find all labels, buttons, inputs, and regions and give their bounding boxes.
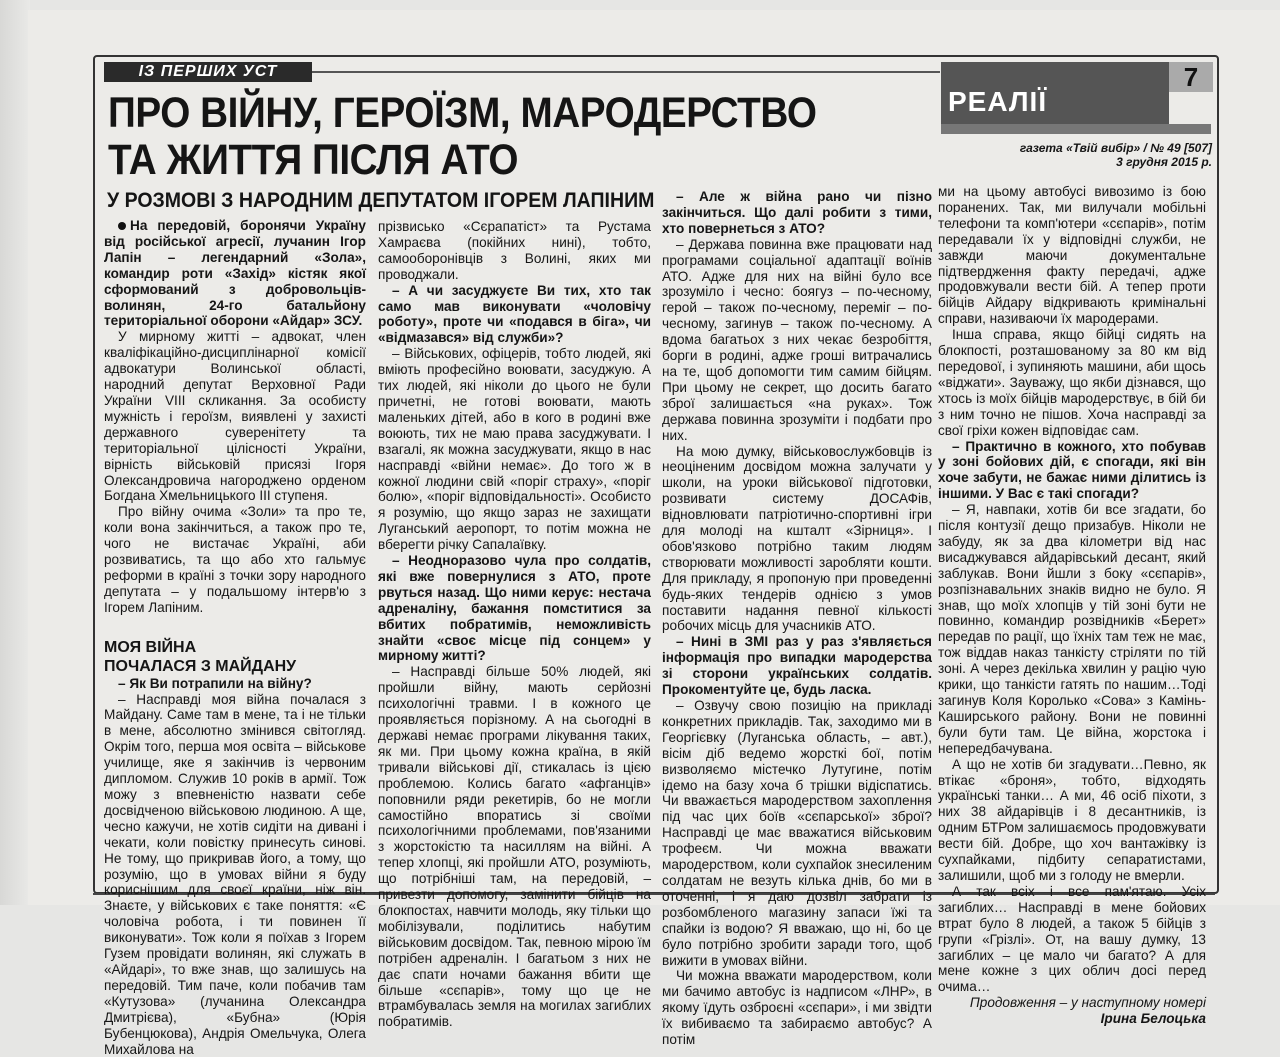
question: – Неодноразово чула про солдатів, які вже повернулися з АТО, проте рвуться назад. Що ними керує: нестача адреналіну, бажання помститися за вбитих побратимів, неможливість знайти «своє місце під сонцем» у мирному житті? (378, 553, 651, 664)
paragraph: На мою думку, військовослужбовців із неоціненим досвідом можна залучати у школи, на уроки військової підготовки, розвивати систему ДОСАФів, відновлювати патріотично-спортивні ігри для молоді на кшталт «Зірниця». І обов'язково потрібно таким людям створювати можливості заробляти кошти. Для прикладу, я пропоную при проведенні будь-яких тендерів однією з умов поставити надання певної кількості робочих місць для учасників АТО. (662, 443, 932, 634)
question: – Але ж війна рано чи пізно закінчиться. Що далі робити з тими, хто повернеться з АТО? (662, 189, 932, 236)
rubric-divider (312, 71, 940, 73)
paragraph: – Військових, офіцерів, тобто людей, які вміють професійно воювати, засуджую. А тих людей, які ніколи до цього не були причетні, не готові воювати, мають маленьких дітей, або в кого в родині вже воюють, тих не маю права засуджувати. І взагалі, як можна засуджувати, якщо в нас насправді «війни немає». До того ж в кожної людини свій «поріг страху», «поріг болю», «поріг відповідальності». Особисто я розумію, що якщо зараз не захищати Луганський аеропорт, то потім можна не вберегти річку Сапалаївку. (378, 346, 651, 553)
column-3 (662, 189, 932, 1048)
question: – Як Ви потрапили на війну? (118, 675, 312, 691)
headline: ПРО ВІЙНУ, ГЕРОЇЗМ, МАРОДЕРСТВО ТА ЖИТТЯ ПІСЛЯ АТО (108, 89, 817, 184)
section-bar (941, 124, 1211, 134)
publication-info (980, 141, 1212, 169)
paragraph: А що не хотів би згадувати…Певно, як втікає «броня», тобто, відходять українські танки… А ми, 46 осіб піхоти, з них 38 айдарівців і 8 десантників, із одним БТРом залишаємось продовжувати вести бій. Добре, що хоч вантажівку із сухпайками, підбиту сепаратистами, залишили, щоб ми з голоду не вмерли. (938, 756, 1206, 883)
paragraph: – Насправді більше 50% людей, які пройшли війну, мають серйозні психологічні травми. І в кожного це проявляється порізному. А на сьогодні в державі немає програми лікування таких, як ми. При цьому кожна країна, в якій тривали військові дії, стикалась із цією проблемою. Колись багато «афганців» поповнили ряди рекетирів, бо не могли самостійно впоратись зі своїми психологічними проблемами, пов'язаними з жорстокістю та насиллям на війні. А тепер хлопці, які пройшли АТО, розуміють, що потрібніші там, на передовій, – привезти допомогу, замінити бійців на блокпостах, навчити молодь, яку тільки що мобілізували, поділитись набутим військовим досвідом. Так, певною мірою їм потрібен адреналін. І багатьом з них не дає спати ночами бажання вбити ще більше «сєпарів», тому що це не втрамбувалась земля на могилах загиблих побратимів. (378, 664, 651, 1030)
author-signature: Ірина Белоцька (1100, 1011, 1206, 1027)
section-heading: МОЯ ВІЙНА (104, 638, 197, 656)
question: – Практично в кожного, хто побував у зоні бойових дій, є спогади, які він хоче забути, не бажає ними ділитись із іншими. У Вас є такі спогади? (938, 438, 1206, 502)
subheadline: У РОЗМОВІ З НАРОДНИМ ДЕПУТАТОМ ІГОРЕМ ЛАПІНИМ (107, 189, 655, 212)
paragraph: Інша справа, якщо бійці сидять на блокпості, розташованому за 80 км від передової, і зупиняють машини, аби щось «віджати». Зауважу, що якби дізнався, що хтось із моїх бійців мародерствує, в бій би з ним точно не пішов. Хоча насправді за свої гріхи кожен відповідає сам. (938, 327, 1206, 438)
paragraph: – Я, навпаки, хотів би все згадати, бо після контузії дещо призабув. Ніколи не забуду, як за два кілометри від нас висаджувався айдарівський десант, який заблукав. Вони йшли з боку «сєпарів», розпізнавальних знаків видно не було. Я знав, що моїх хлопців у тій зоні бути не повинно, командир розвідників «Берет» передав по рації, що їхніх там теж не має, тож віддав наказ танкісту стріляти по тій зоні. А через декілька хвилин у рацію чую крики, що танкісти гатять по нашим…Тоді загинув Коля Королько «Сова» з Камінь-Каширського району. Вони не повинні були бути там. Це війна, жорстока і непередбачувана. (938, 502, 1206, 756)
section-heading: ПОЧАЛАСЯ З МАЙДАНУ (104, 657, 297, 675)
question: – Нині в ЗМІ раз у раз з'являється інформація про випадки мародерства зі сторони українських солдатів. Прокоментуйте це, будь ласка. (662, 634, 932, 698)
paper-issue: газета «Твій вибір» / № 49 [507] (1019, 141, 1212, 155)
paragraph: А так всіх і все пам'ятаю. Усіх загиблих… Насправді в мене бойових втрат було 8 людей, а також 5 бійців з групи «Грізлі». От, на вашу думку, 13 загиблих – це мало чи багато? А для мене кожне з цих облич досі перед очима… (938, 883, 1206, 995)
lead-paragraph: На передовій, боронячи Україну від російської агресії, лучанин Ігор Лапін – легендарний «Зола», командир роти «Захід» кістяк якої сформований з добровольців-волинян, 24-го батальйону територіальної оборони «Айдар» ЗСУ. (104, 218, 366, 329)
paragraph: – Озвучу свою позицію на прикладі конкретних прикладів. Так, заходимо ми в Георгієвку (Луганська область, – авт.), вісім діб ведемо жорсткі бої, потім визволяємо містечко Лутугине, потім ідемо на базу хоча б трішки відіспатись. Чи вважається мародерством захоплення під час цих боїв «сєпарської» зброї? Насправді це має вважатися військовим трофеєм. Чи можна вважати мародерством, коли сухпайок знесиленим солдатам не везуть кілька днів, бо ми в оточенні, і я даю дозвіл забрати із розбомбленого магазину запаси їжі та спайки із водою? Я вважаю, що ні, бо це було потрібно зробити заради того, щоб вижити в умовах війни. (662, 698, 932, 968)
page-number: 7 (1169, 62, 1213, 92)
bullet-icon (118, 222, 126, 230)
column-2 (378, 219, 651, 1030)
paragraph: – Насправді моя війна почалася з Майдану. Саме там в мене, та і не тільки в мене, абсолютно змінився світогляд. Окрім того, перша моя освіта – військове училище, яке я закінчив із червоним дипломом. Служив 10 років в армії. Тож можу з впевненістю назвати себе досвідченою військовою людиною. А ще, чесно кажучи, не хотів сидіти на дивані і чекати, коли повістку принесуть синові. Не тому, що прикривав його, а тому, що розумію, що в умовах війни я буду кориснішим для своєї країни, ніж він. Знаєте, у військових є таке поняття: «Є чоловіча робота, і ти повинен її виконувати». Тож коли я поїхав з Ігорем Гузем провідати волинян, які служать в «Айдарі», то вже знав, що залишусь на передовій. Тим паче, коли побачив там «Кутузова» (лучанина Олександра Дмитрієва), «Бубна» (Юрія Бубенцюкова), Андрія Омельчука, Олега Михайлова на (104, 691, 366, 1057)
rubric-label: ІЗ ПЕРШИХ УСТ (104, 62, 312, 82)
section-title: РЕАЛІЇ (948, 86, 1048, 117)
page-fold-shadow (0, 0, 30, 905)
paragraph: У мирному житті – адвокат, член кваліфікаційно-дисциплінарної комісії адвокатури Волинської області, народний депутат Верховної Ради України VIII скликання. За особисту мужність і героїзм, виявлені у захисті державного суверенітету та територіальної цілісності України, вірність військовій присязі Ігоря Олександровича нагороджено орденом Богдана Хмельницького ІІІ ступеня. (104, 329, 366, 504)
paragraph: ми на цьому автобусі вивозимо із бою поранених. Так, ми вилучали мобільні телефони та комп'ютери «сєпарів», потім передавали їх у відповідні служби, не завжди маючи документальне підтвердження факту передачі, адже продовжували вести бій. А тепер проти бійців Айдару відкривають кримінальні справи, називаючи їх мародерами. (938, 184, 1206, 327)
paragraph: – Держава повинна вже працювати над програмами соціальної адаптації воїнів АТО. Адже для них на війні було все зрозуміло і чесно: боягуз – по-чесному, герой – також по-чесному, переміг – по-чесному, загинув – також по-чесному. А вдома багатьох з них чекає безробіття, борги в родині, адже гроші витрачались на те, щоб допомогти тим самим бійцям. При цьому не секрет, що досить багато зброї залишається «на руках». Тож держава повинна зрозуміти і подбати про них. (662, 236, 932, 443)
column-4 (938, 184, 1206, 1027)
paper-date: 3 грудня 2015 р. (1116, 155, 1212, 169)
column-1 (104, 218, 366, 1057)
paragraph: Про війну очима «Золи» та про те, коли вона закінчиться, а також про те, чого не вистачає Україні, аби розвиватись, та що або хто гальмує реформи в країні з точки зору народного депутата – у подальшому інтерв'ю з Ігорем Лапіним. (104, 504, 366, 615)
question: – А чи засуджуєте Ви тих, хто так само мав виконувати «чоловічу роботу», проте чи «подався в біга», чи «відмазався» від служби»? (378, 282, 651, 346)
paragraph: Чи можна вважати мародерством, коли ми бачимо автобус із надписом «ЛНР», в якому їдуть озброєні «сєпари», і ми звідти їх вибиваємо та забираємо автобус? А потім (662, 968, 932, 1048)
continuation-note: Продовження – у наступному номері (969, 995, 1206, 1011)
paragraph: прізвисько «Сєрапатіст» та Рустама Хамраєва (покійних нині), тобто, самооборонівців з Волині, яких ми проводжали. (378, 219, 651, 282)
